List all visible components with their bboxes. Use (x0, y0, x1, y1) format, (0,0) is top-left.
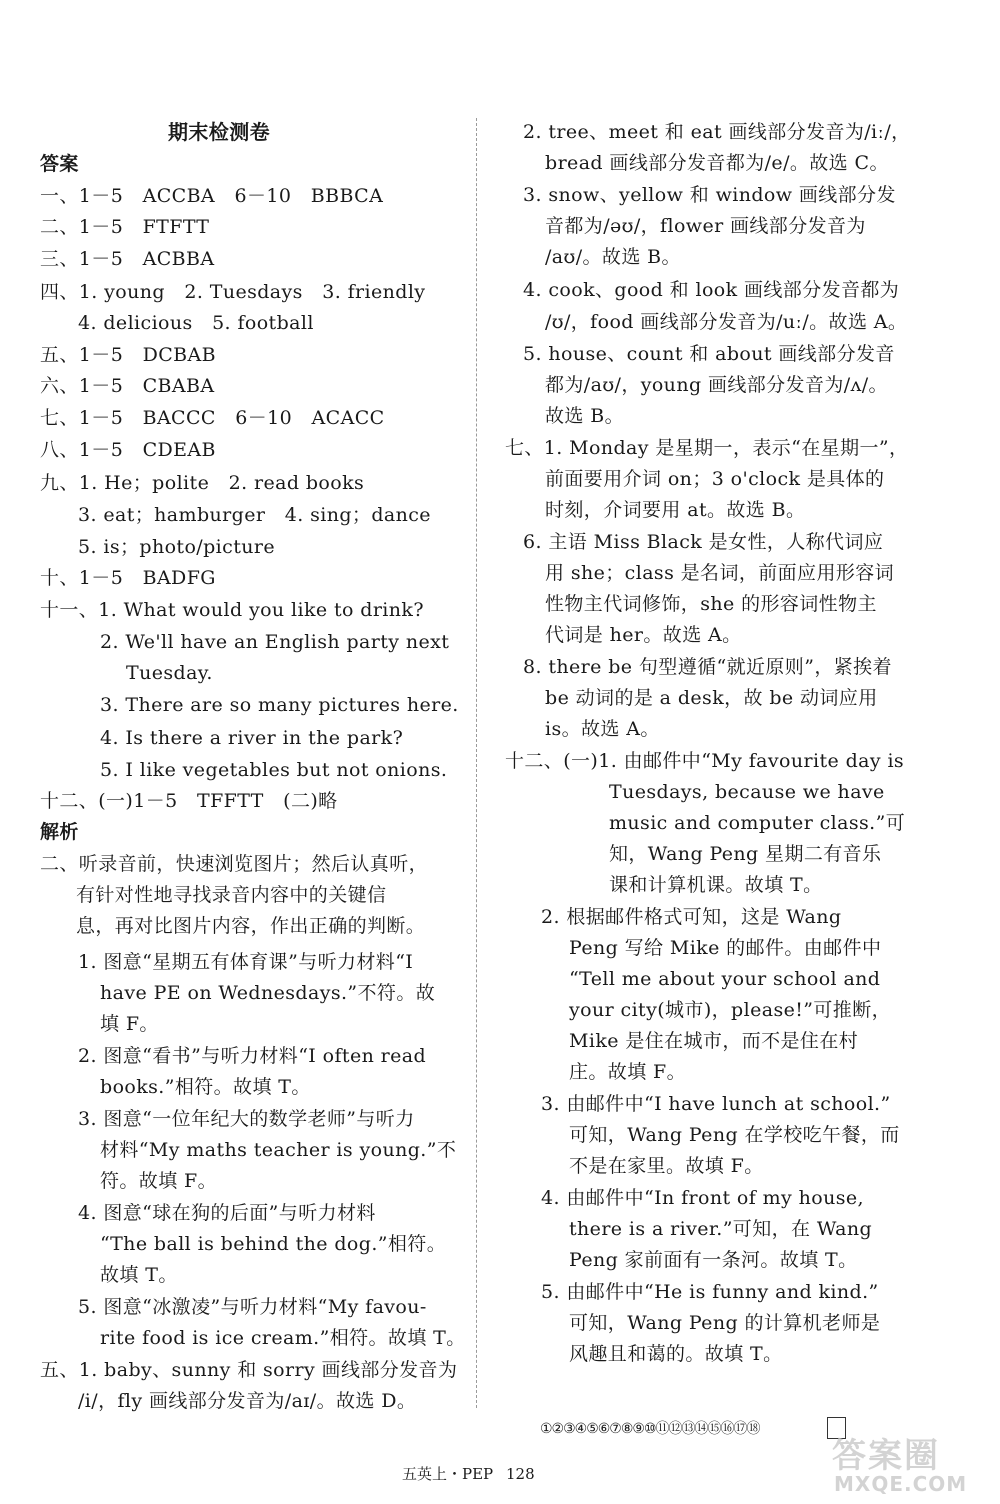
right-text-line: 3. snow、yellow 和 window 画线部分发 (523, 184, 896, 206)
right-text-line: 5. 由邮件中“He is funny and kind.” (541, 1281, 879, 1303)
right-text-line: 前面要用介词 on；3 o'clock 是具体的 (545, 468, 885, 490)
left-text-line: 1. 图意“星期五有体育课”与听力材料“I (78, 951, 414, 973)
left-text-line: rite food is ice cream.”相符。故填 T。 (100, 1327, 466, 1349)
right-text-line: /ʊ/，food 画线部分发音为/uː/。故选 A。 (545, 311, 908, 333)
right-text-line: 课和计算机课。故填 T。 (609, 874, 823, 896)
left-text-line: 十、1－5 BADFG (40, 567, 216, 589)
right-text-line: /aʊ/。故选 B。 (545, 246, 681, 268)
right-text-line: 3. 由邮件中“I have lunch at school.” (541, 1093, 891, 1115)
left-text-line: 答案 (40, 153, 79, 175)
left-text-line: 5. is；photo/picture (78, 536, 275, 558)
left-text-line: 3. eat；hamburger 4. sing；dance (78, 504, 431, 526)
right-text-line: 知，Wang Peng 星期二有音乐 (609, 843, 882, 865)
left-text-line: 2. We'll have an English party next (100, 631, 450, 653)
right-text-line: bread 画线部分发音都为/e/。故选 C。 (545, 152, 889, 174)
right-text-line: 音都为/əʊ/，flower 画线部分发音为 (545, 215, 866, 237)
left-text-line: books.”相符。故填 T。 (100, 1076, 311, 1098)
right-text-line: 4. cook、good 和 look 画线部分发音都为 (523, 279, 900, 301)
left-text-line: 有针对性地寻找录音内容中的关键信 (76, 884, 387, 906)
watermark-logo (820, 1428, 990, 1500)
right-text-line: 4. 由邮件中“In front of my house, (541, 1187, 864, 1209)
left-text-line: Tuesday. (126, 662, 213, 684)
left-text-line: 十二、(一)1－5 TFFTT (二)略 (40, 790, 338, 812)
left-text-line: 5. 图意“冰激凌”与听力材料“My favou- (78, 1296, 427, 1318)
right-text-line: 七、1. Monday 是星期一，表示“在星期一”， (505, 437, 909, 459)
watermark-text: 答案圈 (832, 1436, 940, 1476)
page-number: 128 (506, 1465, 535, 1483)
right-text-line: 不是在家里。故填 F。 (569, 1155, 764, 1177)
column-divider (476, 118, 477, 1408)
right-text-line: 可知，Wang Peng 在学校吃午餐，而 (569, 1124, 900, 1146)
left-text-line: 四、1. young 2. Tuesdays 3. friendly (40, 281, 426, 303)
right-text-line: Mike 是住在城市，而不是住在村 (569, 1030, 859, 1052)
left-text-line: 二、1－5 FTFTT (40, 216, 210, 238)
left-text-line: 息，再对比图片内容，作出正确的判断。 (76, 915, 426, 937)
right-text-line: 性物主代词修饰，she 的形容词性物主 (545, 593, 877, 615)
right-text-line: 十二、(一)1. 由邮件中“My favourite day is (505, 750, 905, 772)
left-text-line: 九、1. He；polite 2. read books (40, 472, 365, 494)
left-text-line: 六、1－5 CBABA (40, 375, 215, 397)
right-text-line: there is a river.”可知，在 Wang (569, 1218, 873, 1240)
right-text-line: 2. tree、meet 和 eat 画线部分发音为/iː/， (523, 121, 911, 143)
left-text-line: 4. Is there a river in the park? (100, 727, 404, 749)
right-text-line: 庄。故填 F。 (569, 1061, 687, 1083)
right-text-line: 5. house、count 和 about 画线部分发音 (523, 343, 895, 365)
right-text-line: Peng 家前面有一条河。故填 T。 (569, 1249, 858, 1271)
left-text-line: “The ball is behind the dog.”相符。 (100, 1233, 447, 1255)
watermark-url: MXQE.COM (834, 1472, 968, 1496)
right-text-line: music and computer class.”可 (609, 812, 906, 834)
left-text-line: 故填 T。 (100, 1264, 178, 1286)
left-text-line: 3. 图意“一位年纪大的数学老师”与听力 (78, 1108, 415, 1130)
left-text-line: 五、1. baby、sunny 和 sorry 画线部分发音为 (40, 1359, 458, 1381)
right-text-line: Peng 写给 Mike 的邮件。由邮件中 (569, 937, 882, 959)
right-text-line: Tuesdays, because we have (609, 781, 885, 803)
left-text-line: 5. I like vegetables but not onions. (100, 759, 448, 781)
left-text-line: 材料“My maths teacher is young.”不 (100, 1139, 457, 1161)
page-index-circles: ①②③④⑤⑥⑦⑧⑨⑩⑪⑫⑬⑭⑮⑯⑰⑱ (540, 1421, 760, 1437)
left-text-line: 八、1－5 CDEAB (40, 439, 216, 461)
left-text-line: 2. 图意“看书”与听力材料“I often read (78, 1045, 427, 1067)
right-text-line: 用 she；class 是名词，前面应用形容词 (545, 562, 895, 584)
left-text-line: 一、1－5 ACCBA 6－10 BBBCA (40, 185, 384, 207)
right-text-line: 时刻，介词要用 at。故选 B。 (545, 499, 806, 521)
right-text-line: 代词是 her。故选 A。 (545, 624, 742, 646)
right-text-line: 故选 B。 (545, 405, 625, 427)
right-text-line: 8. there be 句型遵循“就近原则”，紧挨着 (523, 656, 892, 678)
left-text-line: 三、1－5 ACBBA (40, 248, 215, 270)
left-text-line: /i/，fly 画线部分发音为/aɪ/。故选 D。 (78, 1390, 417, 1412)
left-text-line: 填 F。 (100, 1013, 159, 1035)
left-text-line: 五、1－5 DCBAB (40, 344, 216, 366)
left-text-line: 解析 (40, 821, 79, 843)
left-text-line: 十一、1. What would you like to drink? (40, 599, 424, 621)
right-text-line: 都为/aʊ/，young 画线部分发音为/ʌ/。 (545, 374, 888, 396)
footer-book-label: 五英上・PEP (402, 1465, 494, 1483)
left-text-line: 期末检测卷 (168, 120, 270, 144)
right-text-line: 6. 主语 Miss Black 是女性，人称代词应 (523, 531, 884, 553)
left-text-line: 4. delicious 5. football (78, 312, 314, 334)
right-text-line: your city(城市)，please!”可推断， (569, 999, 891, 1021)
left-text-line: 二、听录音前，快速浏览图片；然后认真听， (40, 853, 429, 875)
right-text-line: 风趣且和蔼的。故填 T。 (569, 1343, 783, 1365)
left-text-line: 3. There are so many pictures here. (100, 694, 459, 716)
left-text-line: 4. 图意“球在狗的后面”与听力材料 (78, 1202, 376, 1224)
right-text-line: is。故选 A。 (545, 718, 660, 740)
right-text-line: 可知，Wang Peng 的计算机老师是 (569, 1312, 881, 1334)
left-text-line: 七、1－5 BACCC 6－10 ACACC (40, 407, 385, 429)
right-text-line: be 动词的是 a desk，故 be 动词应用 (545, 687, 878, 709)
right-text-line: 2. 根据邮件格式可知，这是 Wang (541, 906, 842, 928)
left-text-line: 符。故填 F。 (100, 1170, 218, 1192)
left-text-line: have PE on Wednesdays.”不符。故 (100, 982, 436, 1004)
right-text-line: “Tell me about your school and (569, 968, 881, 990)
